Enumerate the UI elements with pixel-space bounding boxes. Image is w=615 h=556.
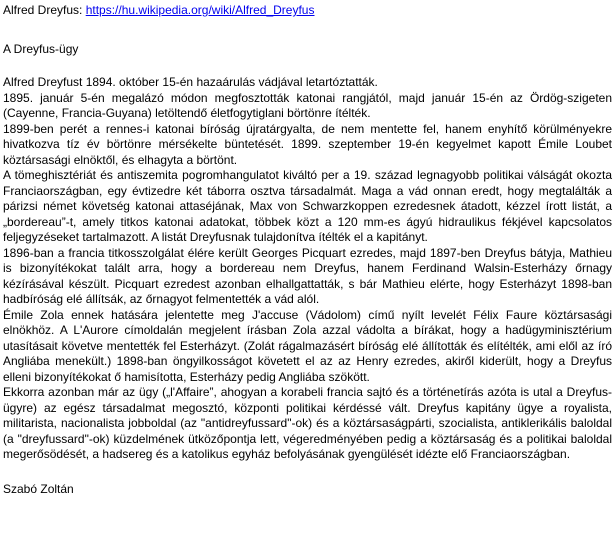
paragraph-degradation: 1895. január 5-én megalázó módon megfosztották katonai rangjától, majd január 15-én az Ördög-szigeten (Cayenne, Francia-Guyana) letöltendő életfogytiglani börtönre ítélték.: [3, 90, 612, 120]
paragraph-picquart: 1896-ban a francia titkosszolgálat élére került Georges Picquart ezredes, majd 1897-ben Dreyfus bátyja, Mathieu is bizonyítékokat talált arra, hogy a bordereau nem Dreyfus, hanem Ferdinand Walsin-Esterházy őrnagy kézírásával készült. Picquart ezredest azonban elhallgattatták, s bár Mathieu elérte, hogy Esterházyt 1898-ban hadbíróság elé állítsák, az őrnagyot felmentették a vád alól.: [3, 245, 612, 306]
article-body: [3, 75, 612, 463]
section-heading: A Dreyfus-ügy: [3, 42, 79, 56]
source-author: Alfred Dreyfus:: [3, 3, 83, 17]
paragraph-hysteria: A tömeghisztériát és antiszemita pogromhangulatot kiváltó per a 19. század legnagyobb politikai válságát okozta Franciaországban, egy évtizedre két táborra osztva társadalmát. Maga a vád onnan eredt, hogy megtalálták a párizsi német követség katonai attaséjának, Max von Schwarzkoppen ezredesnek átadott, kézzel írott listát, a „bordereau”-t, amely titkos katonai adatokat, többek közt a 120 mm-es ágyú hidraulikus fékjével kapcsolatos feljegyzéseket tartalmazott. A listát Dreyfusnak tulajdonítva ítélték el a kapitányt.: [3, 168, 612, 244]
author-signature: Szabó Zoltán: [3, 481, 74, 496]
paragraph-zola: Émile Zola ennek hatására jelentette meg J'accuse (Vádolom) című nyílt levelét Félix Faure köztársasági elnökhöz. A L'Aurore címoldalán megjelent írásban Zola azzal vádolta a bírákat, hogy a hadügyminisztérium utasításait követve mentették fel Esterházyt. (Zolát rágalmazásért bíróság elé állították és elítélték, ami elől az író Angliába menekült.) 1898-ban öngyilkosságot követett el az az Henry ezredes, akiről kiderült, hogy a Dreyfus elleni bizonyítékokat ő hamisította, Esterházy pedig Angliába szökött.: [3, 307, 612, 384]
paragraph-arrest: Alfred Dreyfust 1894. október 15-én hazaárulás vádjával letartóztatták.: [3, 75, 378, 89]
source-line: [3, 2, 612, 18]
document-page: [3, 2, 612, 497]
paragraph-retrial: 1899-ben perét a rennes-i katonai bíróság újratárgyalta, de nem mentette fel, hanem enyhítő körülményekre hivatkozva tíz év börtönre mérsékelte büntetését. 1899. szeptember 19-én kegyelmet kapott Émile Loubet köztársasági elnöktől, és elhagyta a börtönt.: [3, 121, 612, 167]
paragraph-affair: Ekkorra azonban már az ügy („l'Affaire”, ahogyan a korabeli francia sajtó és a történetírás azóta is utal a Dreyfus-ügyre) az egész társadalmat megosztó, központi politikai kérdéssé vált. Dreyfus kapitány ügye a royalista, militarista, nacionalista jobboldal (az "antidreyfussard"-ok) és a köztársaságpárti, szocialista, antiklerikális baloldal (a "dreyfussard"-ok) küzdelmének ütközőpontja lett, végeredményében pedig a köztársaság és a politikai baloldal megerősödését, a hadsereg és a katolikus egyház befolyásának gyengülését idézte elő Franciaországban.: [3, 385, 612, 461]
wikipedia-link[interactable]: https://hu.wikipedia.org/wiki/Alfred_Dreyfus: [85, 3, 315, 17]
